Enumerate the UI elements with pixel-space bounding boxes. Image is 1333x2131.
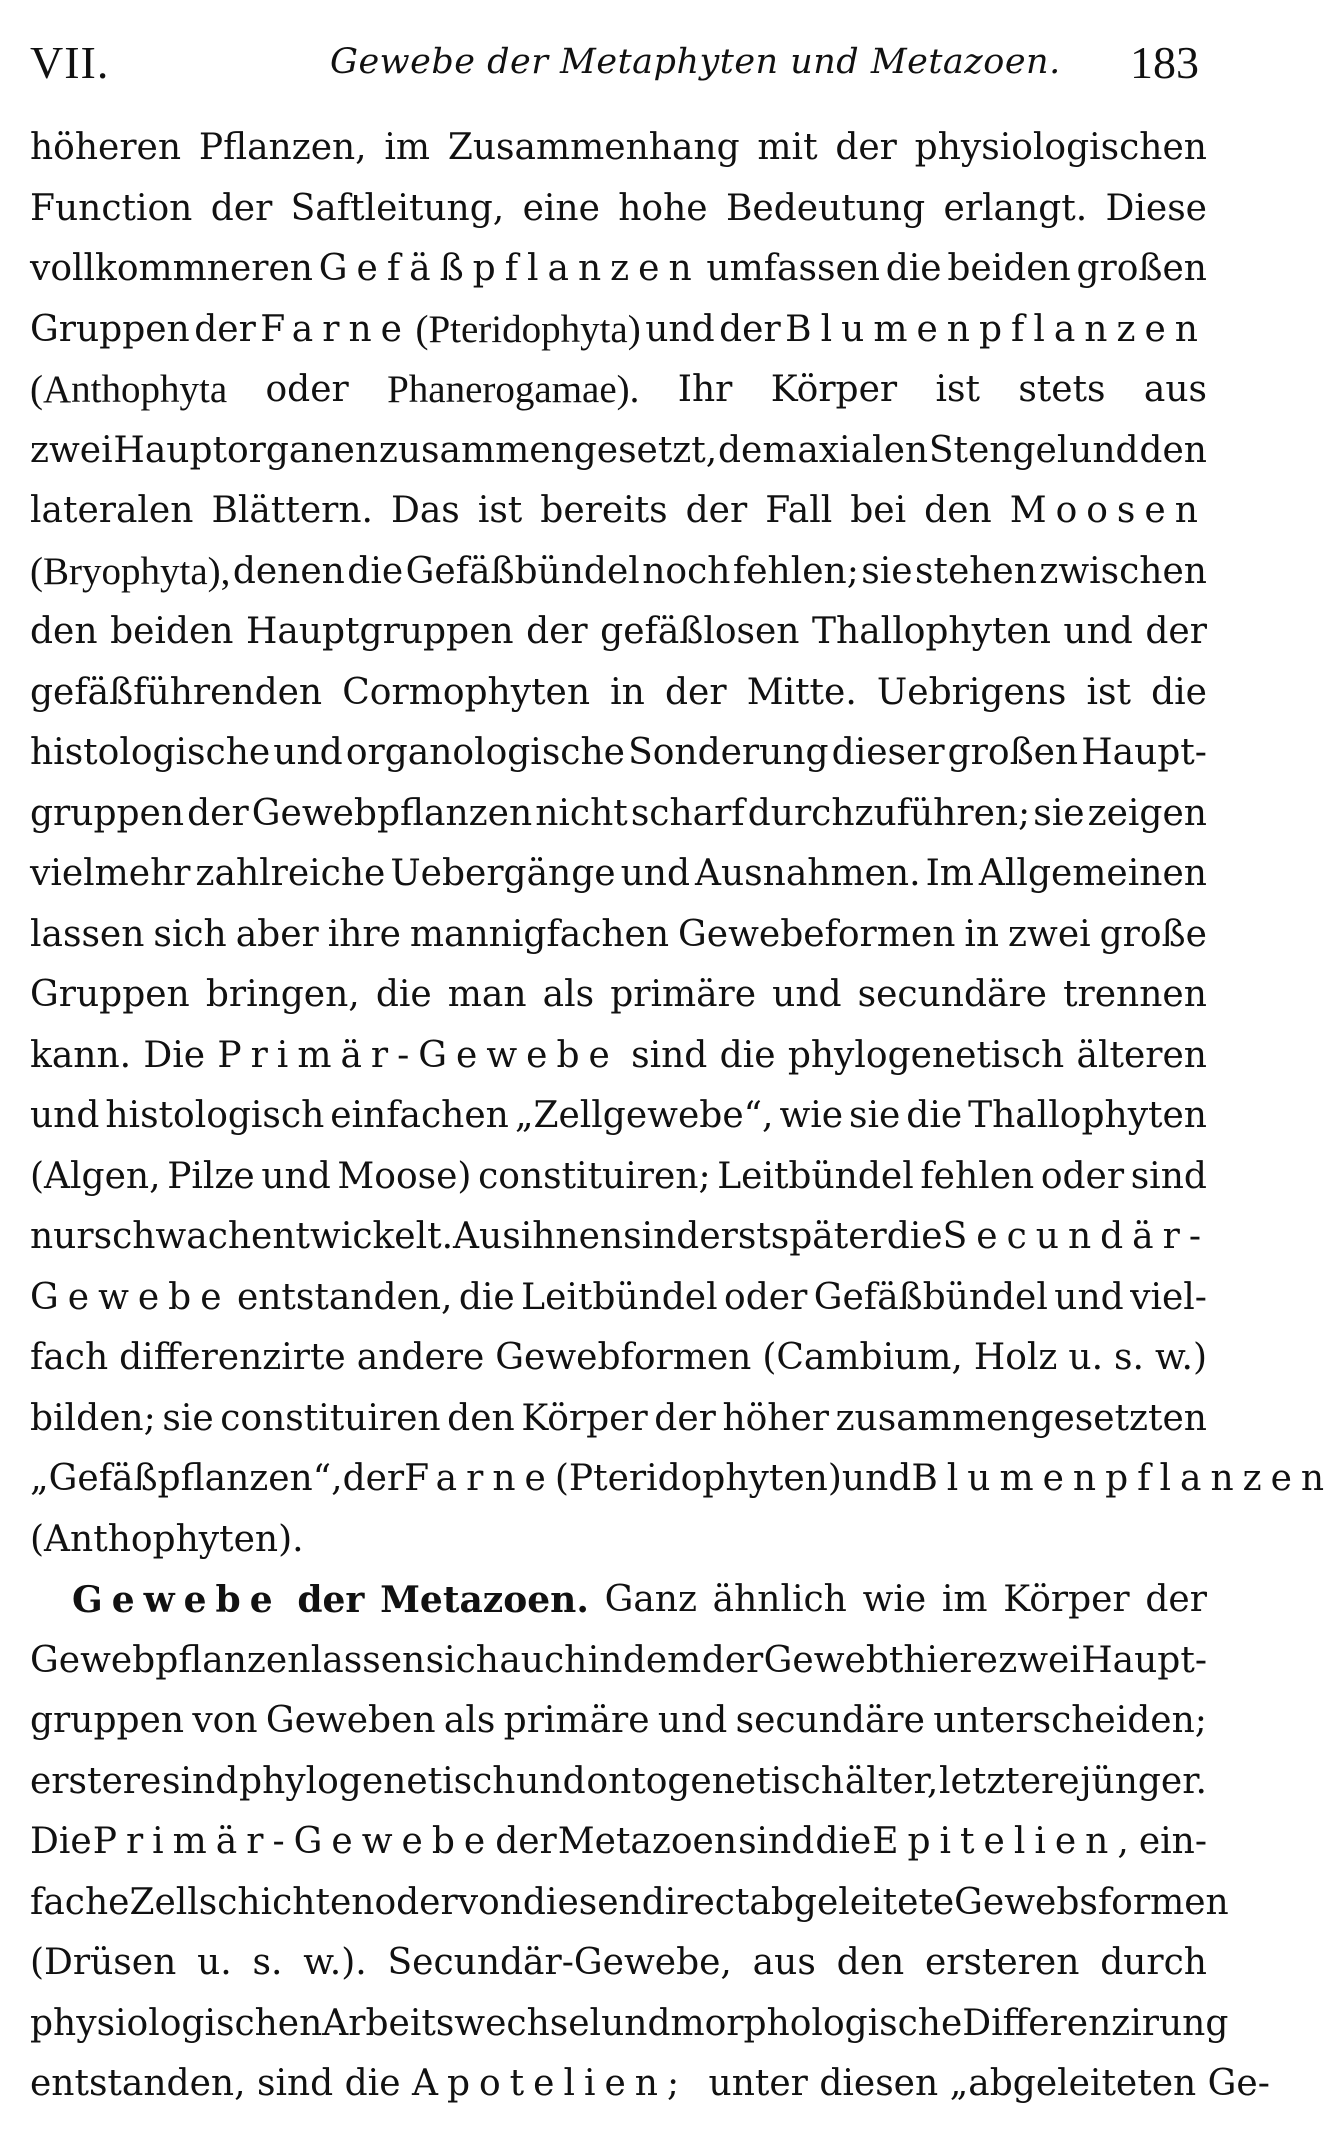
word: oder bbox=[724, 1276, 808, 1318]
word: Gewebpflanzen bbox=[251, 792, 533, 834]
word: und bbox=[645, 308, 715, 350]
word: Gewebformen bbox=[495, 1337, 752, 1378]
word: ersteren bbox=[924, 1942, 1080, 1983]
word: erlangt. bbox=[943, 187, 1088, 229]
word: sind bbox=[1130, 1155, 1207, 1197]
word: trennen bbox=[1063, 974, 1207, 1015]
word: der bbox=[719, 308, 781, 350]
word: der bbox=[297, 1579, 365, 1621]
word: von bbox=[192, 1700, 258, 1741]
word: ihre bbox=[327, 913, 401, 955]
word: Zusammenhang bbox=[447, 127, 740, 168]
word: gefäßführenden bbox=[30, 671, 323, 713]
word: und bbox=[273, 732, 343, 773]
word: die bbox=[1151, 671, 1207, 713]
word: fehlen; bbox=[732, 550, 859, 592]
word: „Zellgewebe“, bbox=[514, 1095, 774, 1136]
word: ähnlich bbox=[712, 1579, 847, 1620]
word: (Anthophyten). bbox=[30, 1518, 304, 1560]
word: (Pteridophyten) bbox=[554, 1458, 842, 1499]
word: älter, bbox=[844, 1760, 939, 1802]
text-line bbox=[30, 1147, 1207, 1208]
text-line bbox=[30, 1510, 1207, 1571]
word: große bbox=[1099, 913, 1207, 955]
word: (Algen, bbox=[30, 1155, 161, 1197]
word: Sonderung bbox=[628, 732, 829, 773]
word: Das bbox=[390, 490, 460, 531]
word: dem bbox=[718, 429, 797, 471]
word: andere bbox=[356, 1337, 485, 1378]
word: Gruppen bbox=[30, 974, 190, 1015]
word: physiologischen bbox=[914, 127, 1207, 168]
word: Farne bbox=[404, 1458, 555, 1499]
word: w.) bbox=[1154, 1337, 1207, 1378]
word: höher bbox=[722, 1397, 829, 1439]
word: direct bbox=[641, 1881, 750, 1923]
word: Ganz bbox=[604, 1579, 697, 1620]
word: lassen bbox=[30, 913, 145, 955]
word: Arbeitswechsel bbox=[322, 2002, 602, 2044]
word: Die bbox=[30, 1821, 92, 1862]
word: abgeleitete bbox=[749, 1881, 955, 1923]
word: Hauptgruppen bbox=[245, 611, 514, 652]
word: bringen, bbox=[205, 974, 360, 1015]
word: unterscheiden; bbox=[933, 1700, 1207, 1741]
word: dem bbox=[622, 1639, 702, 1681]
text-line bbox=[30, 542, 1207, 603]
word: bereits bbox=[540, 490, 668, 531]
word: Gefäßbündel bbox=[405, 550, 640, 592]
word: der bbox=[835, 127, 897, 168]
word: der bbox=[194, 308, 256, 350]
word: und bbox=[1054, 1276, 1124, 1318]
word: u. bbox=[1068, 1337, 1104, 1378]
word: entstanden, bbox=[236, 1276, 453, 1318]
word: wie bbox=[779, 1095, 844, 1136]
word: phylogenetisch bbox=[787, 1034, 1065, 1076]
word: Cormophyten bbox=[342, 671, 591, 713]
word: sind bbox=[738, 1821, 815, 1862]
word: ist bbox=[477, 490, 523, 531]
text-line bbox=[30, 1449, 1333, 1510]
word: histologische bbox=[30, 732, 271, 773]
word: Körper bbox=[770, 369, 898, 410]
text-line bbox=[30, 360, 1207, 421]
word: aus bbox=[1143, 369, 1207, 410]
text-line bbox=[30, 1026, 1207, 1087]
word: „Gefäßpflanzen“, bbox=[30, 1458, 343, 1499]
word: Gewebeformen bbox=[678, 913, 956, 955]
word: sie bbox=[1033, 792, 1085, 834]
word: Allgemeinen bbox=[978, 853, 1207, 894]
text-line bbox=[30, 784, 1207, 845]
word: Die bbox=[143, 1034, 206, 1076]
text-line bbox=[30, 179, 1207, 240]
word: Gewebpflanzen bbox=[30, 1639, 311, 1681]
text-line bbox=[30, 723, 1207, 784]
word: Gewebsformen bbox=[954, 1881, 1229, 1923]
text-line bbox=[30, 421, 1207, 482]
word: Thallophyten bbox=[968, 1095, 1207, 1136]
word: morphologische bbox=[670, 2002, 963, 2044]
word: Bedeutung bbox=[725, 187, 926, 229]
word: Holz bbox=[973, 1337, 1058, 1378]
word: Saftleitung, bbox=[290, 187, 505, 229]
text-line bbox=[30, 1994, 1229, 2055]
word: (Drüsen bbox=[30, 1942, 177, 1983]
word: von bbox=[457, 1881, 523, 1923]
word: der bbox=[495, 1821, 557, 1862]
text-line bbox=[30, 663, 1207, 724]
word: Gefäßpflanzen bbox=[318, 248, 701, 289]
text-line bbox=[30, 844, 1207, 905]
word: und bbox=[261, 1155, 331, 1197]
text-line bbox=[30, 1207, 1211, 1268]
word: sie bbox=[849, 1095, 901, 1136]
word: ihnen bbox=[520, 1216, 624, 1257]
word: secundäre bbox=[857, 974, 1047, 1015]
word: letztere bbox=[939, 1760, 1080, 1802]
word: Pflanzen, bbox=[198, 127, 367, 168]
word: Körper bbox=[1003, 1579, 1130, 1620]
page-header bbox=[30, 36, 1199, 96]
word: primäre bbox=[610, 974, 757, 1015]
word: Primär-Gewebe bbox=[217, 1034, 619, 1076]
word: oder bbox=[265, 369, 349, 410]
text-line bbox=[30, 481, 1207, 542]
word: Gewebthiere bbox=[763, 1639, 998, 1681]
word: (Pteridophyta) bbox=[415, 307, 641, 351]
word: Zellschichten bbox=[129, 1881, 375, 1923]
word: sie bbox=[162, 1397, 214, 1439]
word: Uebrigens bbox=[876, 671, 1067, 713]
word: stehen bbox=[915, 550, 1037, 592]
word: in bbox=[587, 1639, 623, 1681]
word: sich bbox=[425, 1639, 499, 1681]
word: phylogenetisch bbox=[239, 1760, 516, 1802]
word: der bbox=[1145, 611, 1207, 652]
word: im bbox=[941, 1579, 988, 1620]
word: fach bbox=[30, 1337, 109, 1378]
word: oder bbox=[1040, 1155, 1125, 1197]
word: großen bbox=[1076, 248, 1207, 289]
text-line bbox=[30, 1268, 1207, 1329]
word: den bbox=[924, 490, 992, 531]
word: eine bbox=[522, 187, 600, 229]
word: der bbox=[701, 1639, 764, 1681]
word: der bbox=[526, 611, 588, 652]
word: fache bbox=[30, 1881, 130, 1923]
word: man bbox=[447, 974, 527, 1015]
word: aus bbox=[752, 1942, 816, 1983]
word: noch bbox=[642, 550, 731, 592]
word: differenzirte bbox=[119, 1337, 346, 1378]
word: und bbox=[601, 2002, 671, 2044]
text-line bbox=[30, 1328, 1207, 1389]
page-number: 183 bbox=[1130, 37, 1199, 88]
text-line bbox=[30, 965, 1207, 1026]
word: auch bbox=[499, 1639, 588, 1681]
word: als bbox=[443, 1700, 496, 1741]
word: viel- bbox=[1130, 1276, 1207, 1318]
word: Leitbündel bbox=[521, 1276, 718, 1318]
word: zwei bbox=[30, 429, 113, 471]
word: erst bbox=[699, 1216, 771, 1257]
word: Epitelien, bbox=[872, 1821, 1138, 1862]
word: Haupt- bbox=[1081, 732, 1207, 773]
word: erstere bbox=[30, 1760, 162, 1802]
word: sind bbox=[162, 1760, 239, 1802]
word: Differenzirung bbox=[962, 2002, 1229, 2044]
word: Mitte. bbox=[746, 671, 857, 713]
word: den bbox=[30, 611, 98, 652]
word: Metazoen. bbox=[380, 1579, 589, 1621]
word: und bbox=[30, 1095, 100, 1136]
word: Gewebe bbox=[30, 1276, 231, 1318]
word: „abgeleiteten bbox=[949, 2063, 1208, 2104]
word: und bbox=[516, 1760, 586, 1802]
word: schwach bbox=[93, 1216, 252, 1257]
word: constituiren; bbox=[478, 1155, 711, 1197]
word: sind bbox=[631, 1034, 708, 1076]
word: zahlreiche bbox=[195, 853, 386, 894]
word: die bbox=[906, 1095, 963, 1136]
text-line bbox=[30, 1691, 1207, 1752]
word: der bbox=[665, 671, 727, 713]
word: Fall bbox=[765, 490, 833, 531]
word: aber bbox=[235, 913, 319, 955]
word: fehlen bbox=[920, 1155, 1035, 1197]
word: im bbox=[384, 127, 431, 168]
word: die bbox=[344, 2063, 412, 2104]
word: zwischen bbox=[1039, 550, 1207, 592]
word: Metazoen bbox=[557, 1821, 738, 1862]
word: Secundär- bbox=[942, 1216, 1211, 1257]
word: Blumenpflanzen bbox=[911, 1458, 1333, 1499]
word: und bbox=[1069, 429, 1139, 471]
word: Gefäßbündel bbox=[813, 1276, 1048, 1318]
word: Aus bbox=[453, 1216, 521, 1257]
word: zwei bbox=[1008, 913, 1091, 955]
word: histologisch bbox=[105, 1095, 325, 1136]
word: axialen bbox=[797, 429, 929, 471]
word: Apotelien; bbox=[411, 2063, 709, 2104]
word: oder bbox=[374, 1881, 458, 1923]
word: Ge- bbox=[1207, 2063, 1270, 2104]
word: höheren bbox=[30, 127, 182, 168]
word: ein- bbox=[1138, 1821, 1207, 1862]
word: Geweben bbox=[265, 1700, 436, 1741]
body-text bbox=[30, 118, 1333, 2115]
word: zusammengesetzten bbox=[835, 1397, 1207, 1439]
text-line bbox=[30, 1812, 1207, 1873]
running-title: Gewebe der Metaphyten und Metazoen. bbox=[330, 42, 1061, 82]
word: der bbox=[1145, 1579, 1207, 1620]
word: mannigfachen bbox=[409, 913, 670, 955]
word: umfassen bbox=[706, 248, 880, 289]
text-line bbox=[30, 239, 1207, 300]
word: gruppen bbox=[30, 792, 185, 834]
word: zusammengesetzt, bbox=[378, 429, 718, 471]
word: entwickelt. bbox=[251, 1216, 454, 1257]
word: (Cambium, bbox=[762, 1337, 963, 1378]
word: den bbox=[1139, 429, 1207, 471]
word: s. bbox=[252, 1942, 283, 1983]
word: diesen bbox=[819, 2063, 950, 2104]
word: Thallophyten bbox=[812, 611, 1051, 652]
word: die bbox=[719, 1034, 776, 1076]
word: ontogenetisch bbox=[586, 1760, 845, 1802]
word: Leitbündel bbox=[717, 1155, 914, 1197]
word: Phanerogamae). bbox=[387, 368, 640, 411]
word: sich bbox=[153, 913, 227, 955]
word: sind bbox=[623, 1216, 700, 1257]
word: hohe bbox=[618, 187, 708, 229]
word: die bbox=[815, 1821, 872, 1862]
word: Stengel bbox=[928, 429, 1069, 471]
word: nicht bbox=[535, 792, 628, 834]
word: diesen bbox=[522, 1881, 642, 1923]
word: secundäre bbox=[735, 1700, 925, 1741]
word: älteren bbox=[1076, 1034, 1207, 1076]
word: denen bbox=[232, 550, 345, 592]
word: Hauptorganen bbox=[113, 429, 379, 471]
word: Ausnahmen. bbox=[695, 853, 921, 894]
word: w.). bbox=[303, 1942, 367, 1983]
text-line bbox=[30, 1933, 1207, 1994]
word: Blättern. bbox=[211, 490, 373, 531]
text-line bbox=[30, 2054, 1270, 2115]
word: Secundär-Gewebe, bbox=[387, 1942, 732, 1983]
word: bei bbox=[850, 490, 907, 531]
word: die bbox=[347, 550, 404, 592]
word: die bbox=[886, 1216, 943, 1257]
word: stets bbox=[1018, 369, 1106, 410]
word: ist bbox=[935, 369, 980, 410]
text-line bbox=[30, 1570, 1207, 1631]
text-line bbox=[30, 602, 1207, 663]
text-line bbox=[30, 300, 1207, 361]
word: später bbox=[770, 1216, 887, 1257]
word: die bbox=[885, 248, 942, 289]
word: primäre bbox=[503, 1700, 650, 1741]
word: scharf bbox=[630, 792, 745, 834]
word: (Bryophyta), bbox=[30, 549, 231, 593]
text-line bbox=[30, 118, 1207, 179]
word: die bbox=[375, 974, 432, 1015]
word: lassen bbox=[310, 1639, 426, 1681]
word: constituiren bbox=[220, 1397, 441, 1439]
word: Moose) bbox=[337, 1155, 472, 1197]
word: Function bbox=[30, 187, 193, 229]
word: als bbox=[542, 974, 595, 1015]
word: unter bbox=[708, 2063, 820, 2104]
word: Farne bbox=[260, 308, 411, 350]
word: Körper bbox=[521, 1397, 648, 1439]
word: und bbox=[1063, 611, 1133, 652]
word: Uebergänge bbox=[390, 853, 616, 894]
word: und bbox=[841, 1458, 912, 1499]
word: durch bbox=[1100, 1942, 1207, 1983]
word: Haupt- bbox=[1081, 1639, 1207, 1681]
word: Pilze bbox=[167, 1155, 255, 1197]
word: wie bbox=[862, 1579, 927, 1620]
word: den bbox=[447, 1397, 515, 1439]
word: (Anthophyta bbox=[30, 368, 228, 411]
word: Blumenpflanzen bbox=[785, 308, 1207, 350]
word: bilden; bbox=[30, 1397, 156, 1439]
word: gruppen bbox=[30, 1700, 185, 1741]
word: und bbox=[657, 1700, 728, 1741]
word: s. bbox=[1114, 1337, 1144, 1378]
word: Moosen bbox=[1009, 490, 1207, 531]
word: beiden bbox=[947, 248, 1071, 289]
word: durchzuführen; bbox=[747, 792, 1031, 834]
word: physiologischen bbox=[30, 2002, 323, 2044]
word: die bbox=[458, 1276, 515, 1318]
word: sie bbox=[861, 550, 913, 592]
word: jünger. bbox=[1080, 1760, 1207, 1802]
word: in bbox=[964, 913, 1000, 955]
word: in bbox=[610, 671, 645, 713]
word: entstanden, bbox=[30, 2063, 257, 2104]
word: Ihr bbox=[677, 369, 733, 410]
word: dieser bbox=[831, 732, 945, 773]
chapter-number: VII. bbox=[30, 37, 110, 88]
word: vollkommneren bbox=[30, 248, 313, 289]
word: und bbox=[620, 853, 690, 894]
text-line bbox=[30, 1873, 1229, 1934]
word: zeigen bbox=[1087, 792, 1207, 834]
word: gefäßlosen bbox=[600, 611, 800, 652]
word: einfachen bbox=[330, 1095, 509, 1136]
word: ist bbox=[1086, 671, 1131, 713]
word: organologische bbox=[345, 732, 625, 773]
word: Im bbox=[925, 853, 974, 894]
word: Diese bbox=[1105, 187, 1207, 229]
word: der bbox=[342, 1458, 405, 1499]
word: mit bbox=[757, 127, 818, 168]
word: Gruppen bbox=[30, 308, 190, 350]
word: und bbox=[772, 974, 842, 1015]
word: Primär-Gewebe bbox=[92, 1821, 495, 1862]
word: u. bbox=[197, 1942, 232, 1983]
word: der bbox=[210, 187, 273, 229]
text-line bbox=[30, 905, 1207, 966]
word: nur bbox=[30, 1216, 94, 1257]
word: der bbox=[187, 792, 249, 834]
text-line bbox=[30, 1631, 1207, 1692]
word: Gewebe bbox=[72, 1579, 282, 1621]
word: lateralen bbox=[30, 490, 194, 531]
word: beiden bbox=[110, 611, 234, 652]
word: zwei bbox=[998, 1639, 1081, 1681]
word: großen bbox=[947, 732, 1079, 773]
text-line bbox=[30, 1389, 1207, 1450]
word: den bbox=[836, 1942, 905, 1983]
text-line bbox=[30, 1752, 1207, 1813]
text-line bbox=[30, 1086, 1207, 1147]
word: sind bbox=[256, 2063, 345, 2104]
word: der bbox=[685, 490, 748, 531]
word: der bbox=[654, 1397, 716, 1439]
word: kann. bbox=[30, 1034, 132, 1076]
word: vielmehr bbox=[30, 853, 191, 894]
